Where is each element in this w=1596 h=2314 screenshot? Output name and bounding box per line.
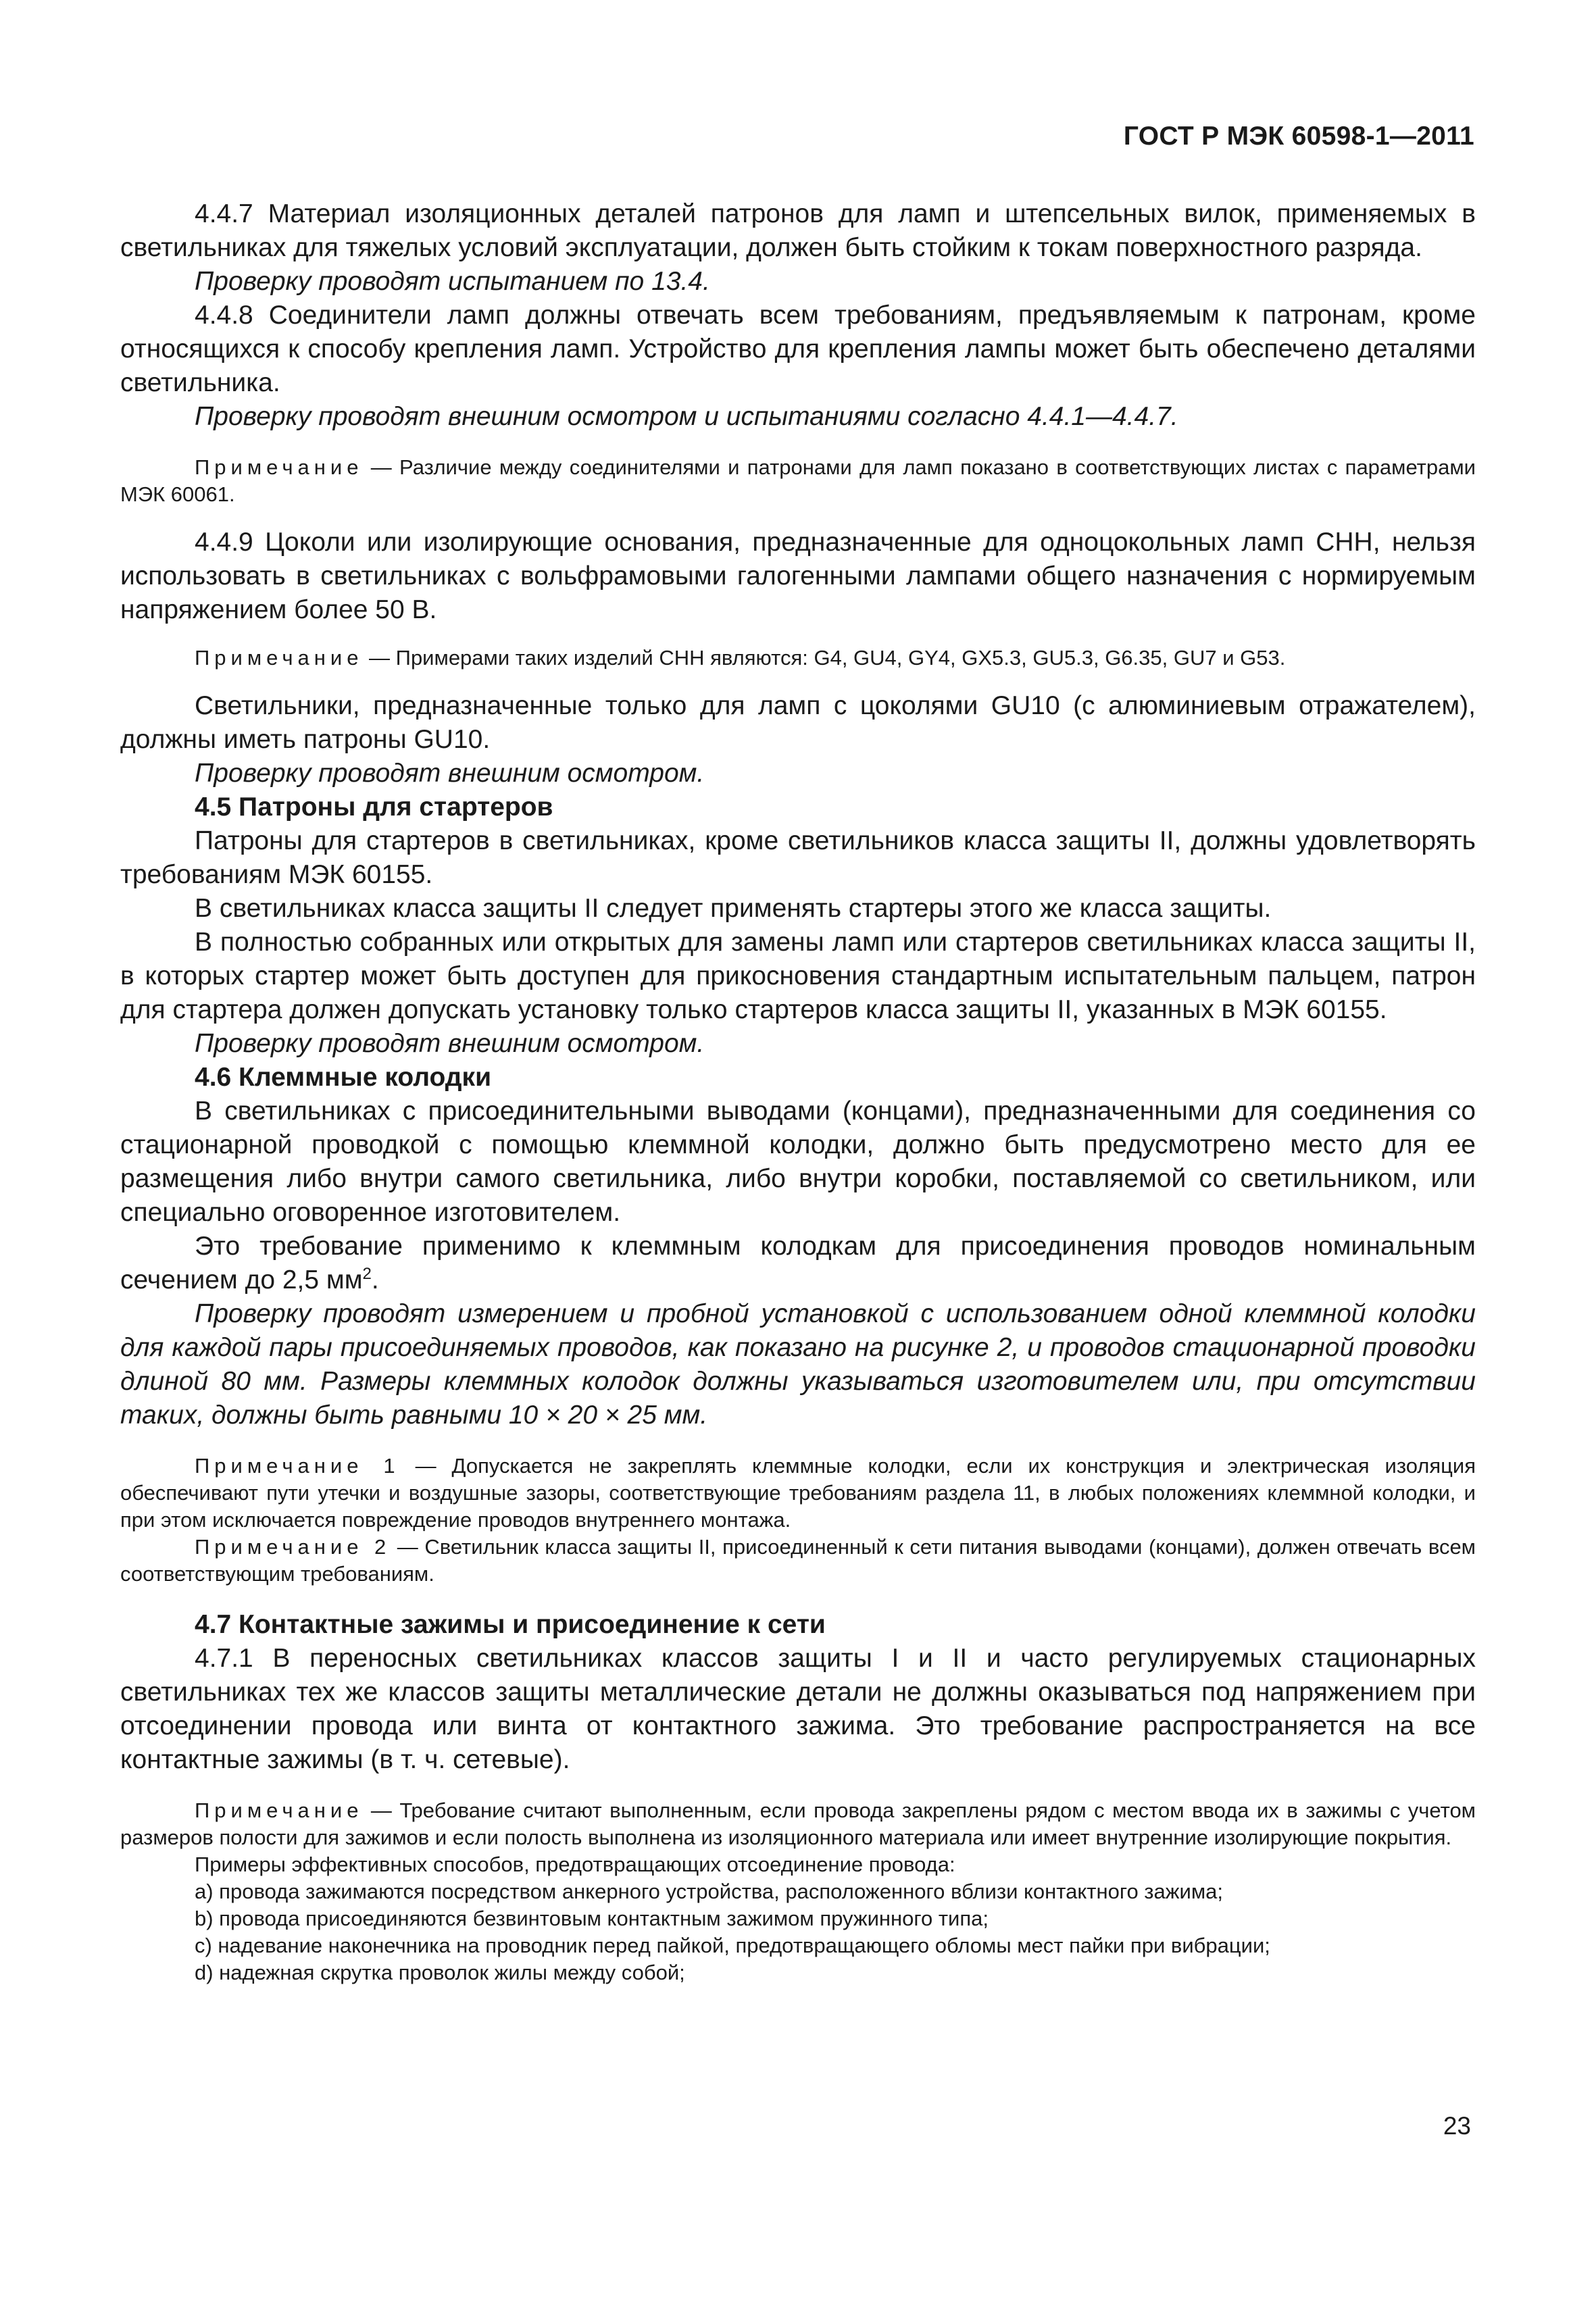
page-number: 23 — [1443, 2112, 1471, 2140]
note-label: Примечание — [195, 646, 364, 670]
note-example-b: b) провода присоединяются безвинтовым контактным зажимом пружинного типа; — [195, 1907, 989, 1930]
check-4-6: Проверку проводят измерением и пробной установкой с использованием одной клеммной колодки для каждой пары присоединяемых проводов, как показано на рисунке 2, и проводов стационарной проводки длиной 80 мм. Размеры клеммных колодок должны указываться изготовителем или, при отсутствии таких, должны быть равными 10 × 20 × 25 мм. — [120, 1299, 1476, 1430]
note-text: — Различие между соединителями и патронами для ламп показано в соответствующих листах с параметрами МЭК 60061. — [120, 455, 1476, 506]
note-label: Примечание — [195, 455, 364, 479]
standard-header: ГОСТ Р МЭК 60598-1—2011 — [1123, 122, 1474, 151]
note-requirement-fulfilled — [120, 1797, 1476, 1851]
heading-4-5: 4.5 Патроны для стартеров — [195, 793, 553, 822]
note-text: — Требование считают выполненным, если провода закреплены рядом с местом ввода их в зажимы с учетом размеров полости для зажимов и если полость выполнена из изоляционного материала или имеет внутренние изолирующие покрытия. — [120, 1799, 1476, 1849]
note-example-a: а) провода зажимаются посредством анкерного устройства, расположенного вблизи контактного зажима; — [195, 1880, 1223, 1903]
superscript: 2 — [362, 1265, 372, 1283]
check-4-5: Проверку проводят внешним осмотром. — [195, 1029, 705, 1058]
note-lamp-connectors — [120, 454, 1476, 508]
note-text: — Допускается не закреплять клеммные колодки, если их конструкция и электрическая изоляция обеспечивают пути утечки и воздушные зазоры, соответствующие требованиям раздела 11, в любых положениях клеммной колодки, и при этом исключается повреждение проводов внутреннего монтажа. — [120, 1454, 1476, 1532]
note-text: — Светильник класса защиты II, присоединенный к сети питания выводами (концами), должен отвечать всем соответствующим требованиям. — [120, 1535, 1476, 1586]
page-content — [120, 197, 1476, 1986]
note-1-terminal-blocks — [120, 1453, 1476, 1534]
note-label: Примечание — [195, 1799, 364, 1822]
period: . — [371, 1265, 379, 1294]
paragraph-starter-holders: Патроны для стартеров в светильниках, кроме светильников класса защиты II, должны удовлетворять требованиям МЭК 60155. — [120, 826, 1476, 889]
paragraph-class-ii-starters: В светильниках класса защиты II следует применять стартеры этого же класса защиты. — [195, 894, 1272, 923]
note-examples-intro: Примеры эффективных способов, предотвращающих отсоединение провода: — [195, 1853, 955, 1876]
paragraph-4-4-8: 4.4.8 Соединители ламп должны отвечать всем требованиям, предъявляемым к патронам, кроме относящихся к способу крепления ламп. Устройство для крепления лампы может быть обеспечено деталями светильника. — [120, 301, 1476, 397]
paragraph-terminal-blocks: В светильниках с присоединительными выводами (концами), предназначенными для соединения со стационарной проводкой с помощью клеммной колодки, должно быть предусмотрено место для ее размещения либо внутри самого светильника, либо внутри коробки, поставляемой со светильником, или специально оговоренное изготовителем. — [120, 1097, 1476, 1227]
note-label: Примечание 2 — [195, 1535, 391, 1559]
note-text: — Примерами таких изделий СНН являются: G4, GU4, GY4, GX5.3, GU5.3, G6.35, GU7 и G53. — [363, 646, 1286, 670]
note-example-d: d) надежная скрутка проволок жилы между собой; — [195, 1961, 685, 1984]
cross-section-text: Это требование применимо к клеммным колодкам для присоединения проводов номинальным сечением до 2,5 мм — [120, 1232, 1476, 1294]
note-snn-examples — [120, 645, 1476, 672]
note-example-c: c) надевание наконечника на проводник перед пайкой, предотвращающего обломы мест пайки при вибрации; — [195, 1934, 1270, 1957]
check-gu10: Проверку проводят внешним осмотром. — [195, 759, 705, 788]
heading-4-7: 4.7 Контактные зажимы и присоединение к сети — [195, 1610, 826, 1639]
paragraph-4-7-1: 4.7.1 В переносных светильниках классов защиты I и II и часто регулируемых стационарных светильниках тех же классов защиты металлические детали не должны оказываться под напряжением при отсоединении провода или винта от контактного зажима. Это требование распространяется на все контактные зажимы (в т. ч. сетевые). — [120, 1644, 1476, 1774]
paragraph-4-4-7: 4.4.7 Материал изоляционных деталей патронов для ламп и штепсельных вилок, применяемых в светильниках для тяжелых условий эксплуатации, должен быть стойким к токам поверхностного разряда. — [120, 199, 1476, 262]
paragraph-gu10: Светильники, предназначенные только для ламп с цоколями GU10 (с алюминиевым отражателем), должны иметь патроны GU10. — [120, 691, 1476, 754]
note-label: Примечание 1 — [195, 1454, 400, 1478]
paragraph-4-4-9: 4.4.9 Цоколи или изолирующие основания, предназначенные для одноцокольных ламп СНН, нельзя использовать в светильниках с вольфрамовыми галогенными лампами общего назначения с нормируемым напряжением более 50 В. — [120, 528, 1476, 624]
heading-4-6: 4.6 Клеммные колодки — [195, 1063, 492, 1092]
note-2-class-ii — [120, 1534, 1476, 1588]
check-4-4-8: Проверку проводят внешним осмотром и испытаниями согласно 4.4.1—4.4.7. — [195, 402, 1178, 431]
paragraph-cross-section — [120, 1230, 1476, 1297]
paragraph-starter-access: В полностью собранных или открытых для замены ламп или стартеров светильниках класса защиты II, в которых стартер может быть доступен для прикосновения стандартным испытательным пальцем, патрон для стартера должен допускать установку только стартеров класса защиты II, указанных в МЭК 60155. — [120, 928, 1476, 1024]
check-4-4-7: Проверку проводят испытанием по 13.4. — [195, 267, 710, 296]
